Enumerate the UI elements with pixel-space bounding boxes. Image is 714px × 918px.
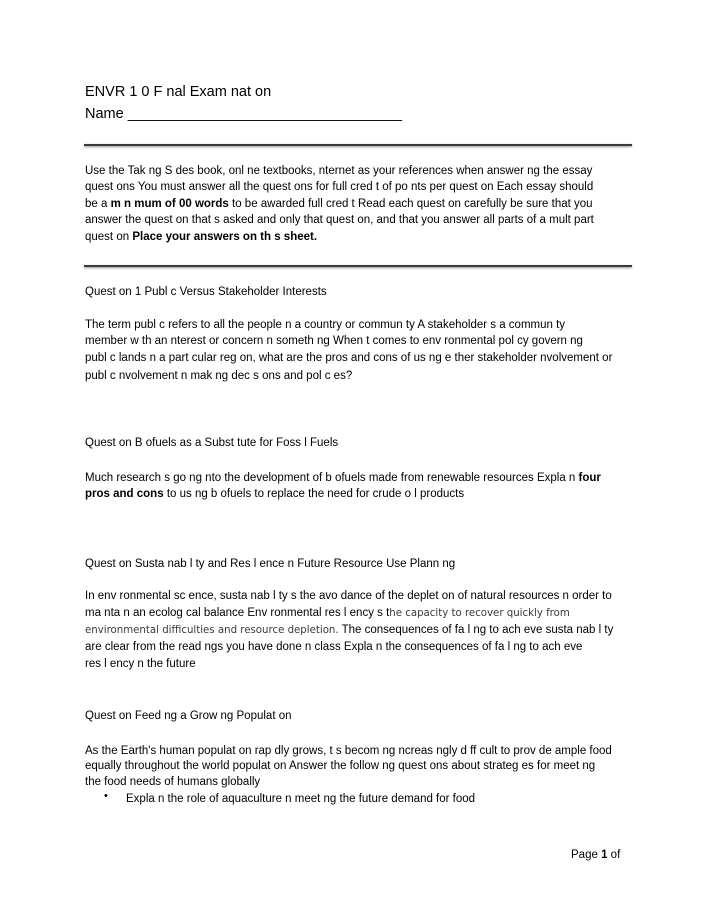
page-footer xyxy=(571,849,620,861)
pasted-definition-text: he capacity to recover quickly from xyxy=(389,608,570,619)
question-1-line: publ c nvolvement n mak ng dec s ons and pol c es? xyxy=(85,370,353,382)
question-4-line: equally throughout the world populat on Answer the follow ng quest ons about strateg es for meet ng xyxy=(85,760,596,772)
question-1-heading: Quest on 1 Publ c Versus Stakeholder Interests xyxy=(85,286,327,298)
instructions-line-2: quest ons You must answer all the quest ons for full cred t of po nts per quest on Each essay should xyxy=(85,181,594,193)
min-words-emphasis: m n mum of 00 words xyxy=(110,198,229,210)
question-4-heading: Quest on Feed ng a Grow ng Populat on xyxy=(85,710,292,722)
question-2-line xyxy=(85,470,601,486)
question-2-heading: Quest on B ofuels as a Subst tute for Foss l Fuels xyxy=(85,437,339,449)
bullet-icon: • xyxy=(104,790,108,802)
question-2-text: Much research s go ng nto the development of b ofuels made from renewable resources Expla n xyxy=(85,472,576,484)
instructions-text: quest on xyxy=(85,231,130,243)
four-emphasis: four xyxy=(578,472,601,484)
of-label: of xyxy=(610,849,621,861)
instructions-text: to be awarded full cred t Read each quest on carefully be sure that you xyxy=(232,198,593,210)
question-3-heading: Quest on Susta nab l ty and Res l ence n Future Resource Use Plann ng xyxy=(85,558,456,570)
name-label: Name xyxy=(85,106,124,122)
question-1-line: The term publ c refers to all the people n a country or commun ty A stakeholder s a commun ty xyxy=(85,319,566,331)
name-line xyxy=(85,104,402,124)
question-3-line xyxy=(85,622,613,639)
question-2-line xyxy=(85,486,464,502)
page-number: 1 xyxy=(601,849,608,861)
question-4-bullet: Expla n the role of aquaculture n meet ng the future demand for food xyxy=(126,793,476,805)
answer-here-emphasis: Place your answers on th s sheet. xyxy=(132,231,318,243)
instructions-line-1: Use the Tak ng S des book, onl ne textbooks, nternet as your references when answer ng the essay xyxy=(85,165,593,177)
pros-cons-emphasis: pros and cons xyxy=(85,488,164,500)
question-3-line: res l ency n the future xyxy=(85,658,196,670)
question-3-line: In env ronmental sc ence, susta nab l ty s the avo dance of the deplet on of natural resources n order to xyxy=(85,590,612,602)
name-blank: __________________________________ xyxy=(127,106,402,122)
top-divider xyxy=(84,144,632,146)
bottom-divider xyxy=(84,265,632,267)
question-3-text: The consequences of fa l ng to ach eve susta nab l ty xyxy=(341,624,614,636)
instructions-text: be a xyxy=(85,198,108,210)
exam-title: ENVR 1 0 F nal Exam nat on xyxy=(85,84,272,100)
question-2-text: to us ng b ofuels to replace the need for crude o l products xyxy=(166,488,465,500)
question-4-line: the food needs of humans globally xyxy=(85,776,261,788)
question-3-line xyxy=(85,605,570,622)
question-1-line: member w th an nterest or concern n someth ng When t comes to env ronmental pol cy govern ng xyxy=(85,335,583,347)
page-label: Page xyxy=(571,849,598,861)
question-1-line: publ c lands n a part cular reg on, what are the pros and cons of us ng e ther stakeholder nvolvement or xyxy=(85,352,613,364)
question-3-line: are clear from the read ngs you have done n class Expla n the consequences of fa l ng to ach eve xyxy=(85,641,583,653)
pasted-definition-text: environmental difficulties and resource depletion. xyxy=(85,625,339,636)
instructions-line-4: answer the quest on that s asked and only that quest on, and that you answer all parts of a mult part xyxy=(85,214,594,226)
question-4-line: As the Earth's human populat on rap dly grows, t s becom ng ncreas ngly d ff cult to prov de ample food xyxy=(85,745,612,757)
instructions-line-5 xyxy=(85,229,317,245)
instructions-line-3 xyxy=(85,196,593,212)
question-3-text: ma nta n an ecolog cal balance Env ronmental res l ency s t xyxy=(85,607,390,619)
